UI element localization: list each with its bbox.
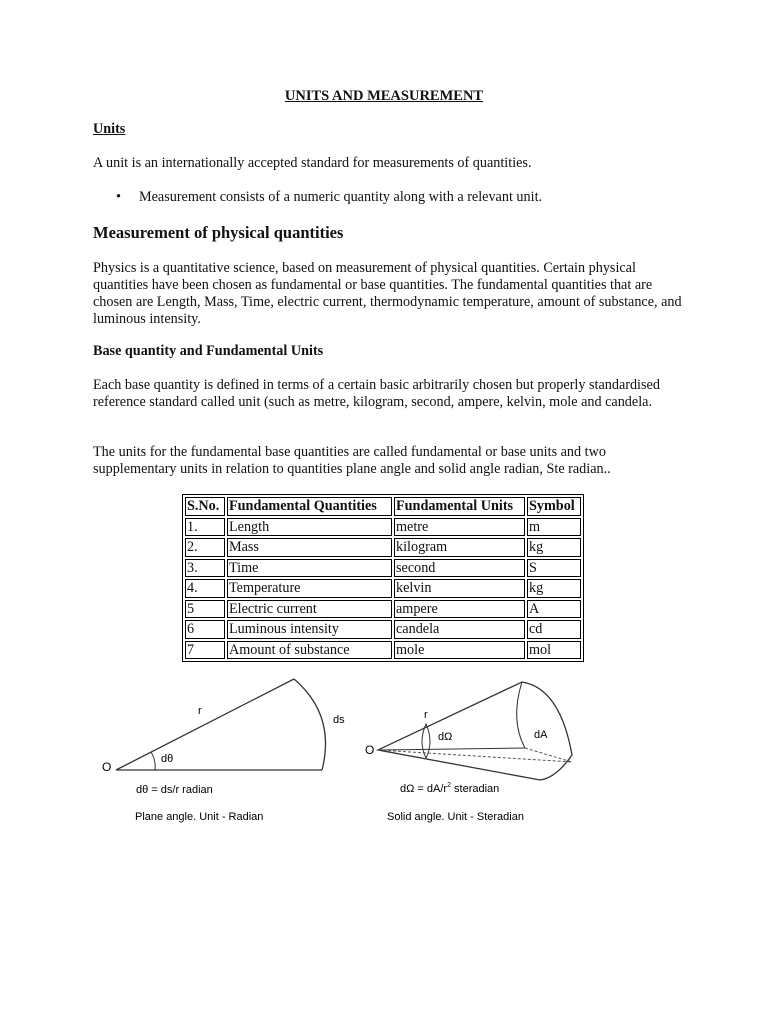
- table-cell: 5: [185, 600, 225, 619]
- plane-angle-figure: [90, 670, 350, 830]
- label-domega: dΩ: [438, 731, 453, 743]
- section-heading: Measurement of physical quantities: [93, 223, 344, 242]
- table-row: [185, 518, 581, 537]
- table-cell: candela: [394, 620, 525, 639]
- label-ds: ds: [333, 714, 345, 726]
- table-cell: 3.: [185, 559, 225, 578]
- table-cell: Time: [227, 559, 392, 578]
- base-quantity-heading: Base quantity and Fundamental Units: [93, 343, 324, 359]
- arc-ds: [294, 679, 326, 770]
- table-cell: Electric current: [227, 600, 392, 619]
- solid-caption: Solid angle. Unit - Steradian: [387, 811, 524, 823]
- table-header-row: [185, 497, 581, 516]
- table-cell: 7: [185, 641, 225, 660]
- table-cell: kg: [527, 579, 581, 598]
- solid-angle-figure: [360, 670, 600, 830]
- table-row: [185, 620, 581, 639]
- table-cell: Amount of substance: [227, 641, 392, 660]
- solid-formula-main: dΩ = dA/r: [400, 783, 448, 795]
- table-row: [185, 600, 581, 619]
- table-cell: metre: [394, 518, 525, 537]
- label-da: dA: [534, 729, 548, 741]
- table-cell: Temperature: [227, 579, 392, 598]
- table-cell: 4.: [185, 579, 225, 598]
- solid-formula: [400, 782, 499, 795]
- table-cell: kilogram: [394, 538, 525, 557]
- table-cell: mol: [527, 641, 581, 660]
- fundamental-units-table: [182, 494, 584, 662]
- cone-inner-curve: [517, 682, 525, 748]
- table-cell: kg: [527, 538, 581, 557]
- table-header-cell: Fundamental Quantities: [227, 497, 392, 516]
- table-cell: 2.: [185, 538, 225, 557]
- table-cell: S: [527, 559, 581, 578]
- label-origin: O: [102, 760, 112, 774]
- label-origin: O: [365, 743, 375, 757]
- table-cell: m: [527, 518, 581, 537]
- bullet-icon: •: [116, 189, 121, 205]
- table-header-cell: S.No.: [185, 497, 225, 516]
- table-cell: kelvin: [394, 579, 525, 598]
- cone-axis-line: [378, 748, 525, 750]
- cone-dashed-base: [525, 748, 572, 762]
- table-cell: 1.: [185, 518, 225, 537]
- table-row: [185, 641, 581, 660]
- label-r: r: [424, 709, 428, 721]
- label-dtheta: dθ: [161, 753, 174, 765]
- table-row: [185, 538, 581, 557]
- section-paragraph: Physics is a quantitative science, based on measurement of physical quantities. Certain physical quantities have been chosen as fundamental or base quantities. The fundamental quantities that are chosen are Length, Mass, Time, electric current, thermodynamic temperature, amount of substance, and luminous intensity.: [93, 260, 682, 327]
- plane-caption: Plane angle. Unit - Radian: [135, 811, 264, 823]
- units-definition: A unit is an internationally accepted standard for measurements of quantities.: [93, 155, 532, 171]
- table-cell: Mass: [227, 538, 392, 557]
- radius-line: [116, 679, 294, 770]
- solid-formula-sup: 2: [447, 782, 451, 789]
- table-cell: second: [394, 559, 525, 578]
- units-heading: Units: [93, 121, 126, 137]
- table-cell: A: [527, 600, 581, 619]
- table-cell: Luminous intensity: [227, 620, 392, 639]
- table-row: [185, 559, 581, 578]
- base-quantity-paragraph: Each base quantity is defined in terms of a certain basic arbitrarily chosen but properly standardised reference standard called unit (such as metre, kilogram, second, ampere, kelvin, mole and candela.: [93, 377, 660, 410]
- solid-formula-unit: steradian: [450, 783, 500, 795]
- table-cell: Length: [227, 518, 392, 537]
- table-cell: mole: [394, 641, 525, 660]
- table-header-cell: Fundamental Units: [394, 497, 525, 516]
- table-cell: 6: [185, 620, 225, 639]
- document-title: UNITS AND MEASUREMENT: [284, 88, 484, 104]
- fundamental-units-paragraph: The units for the fundamental base quantities are called fundamental or base units and two supplementary units in relation to quantities plane angle and solid angle radian, Ste radian..: [93, 444, 611, 477]
- table-cell: cd: [527, 620, 581, 639]
- table-cell: ampere: [394, 600, 525, 619]
- plane-formula: dθ = ds/r radian: [136, 784, 213, 796]
- angle-arc: [151, 752, 155, 770]
- bullet-text: Measurement consists of a numeric quantity along with a relevant unit.: [139, 189, 543, 205]
- table-row: [185, 579, 581, 598]
- label-r: r: [198, 705, 202, 717]
- table-header-cell: Symbol: [527, 497, 581, 516]
